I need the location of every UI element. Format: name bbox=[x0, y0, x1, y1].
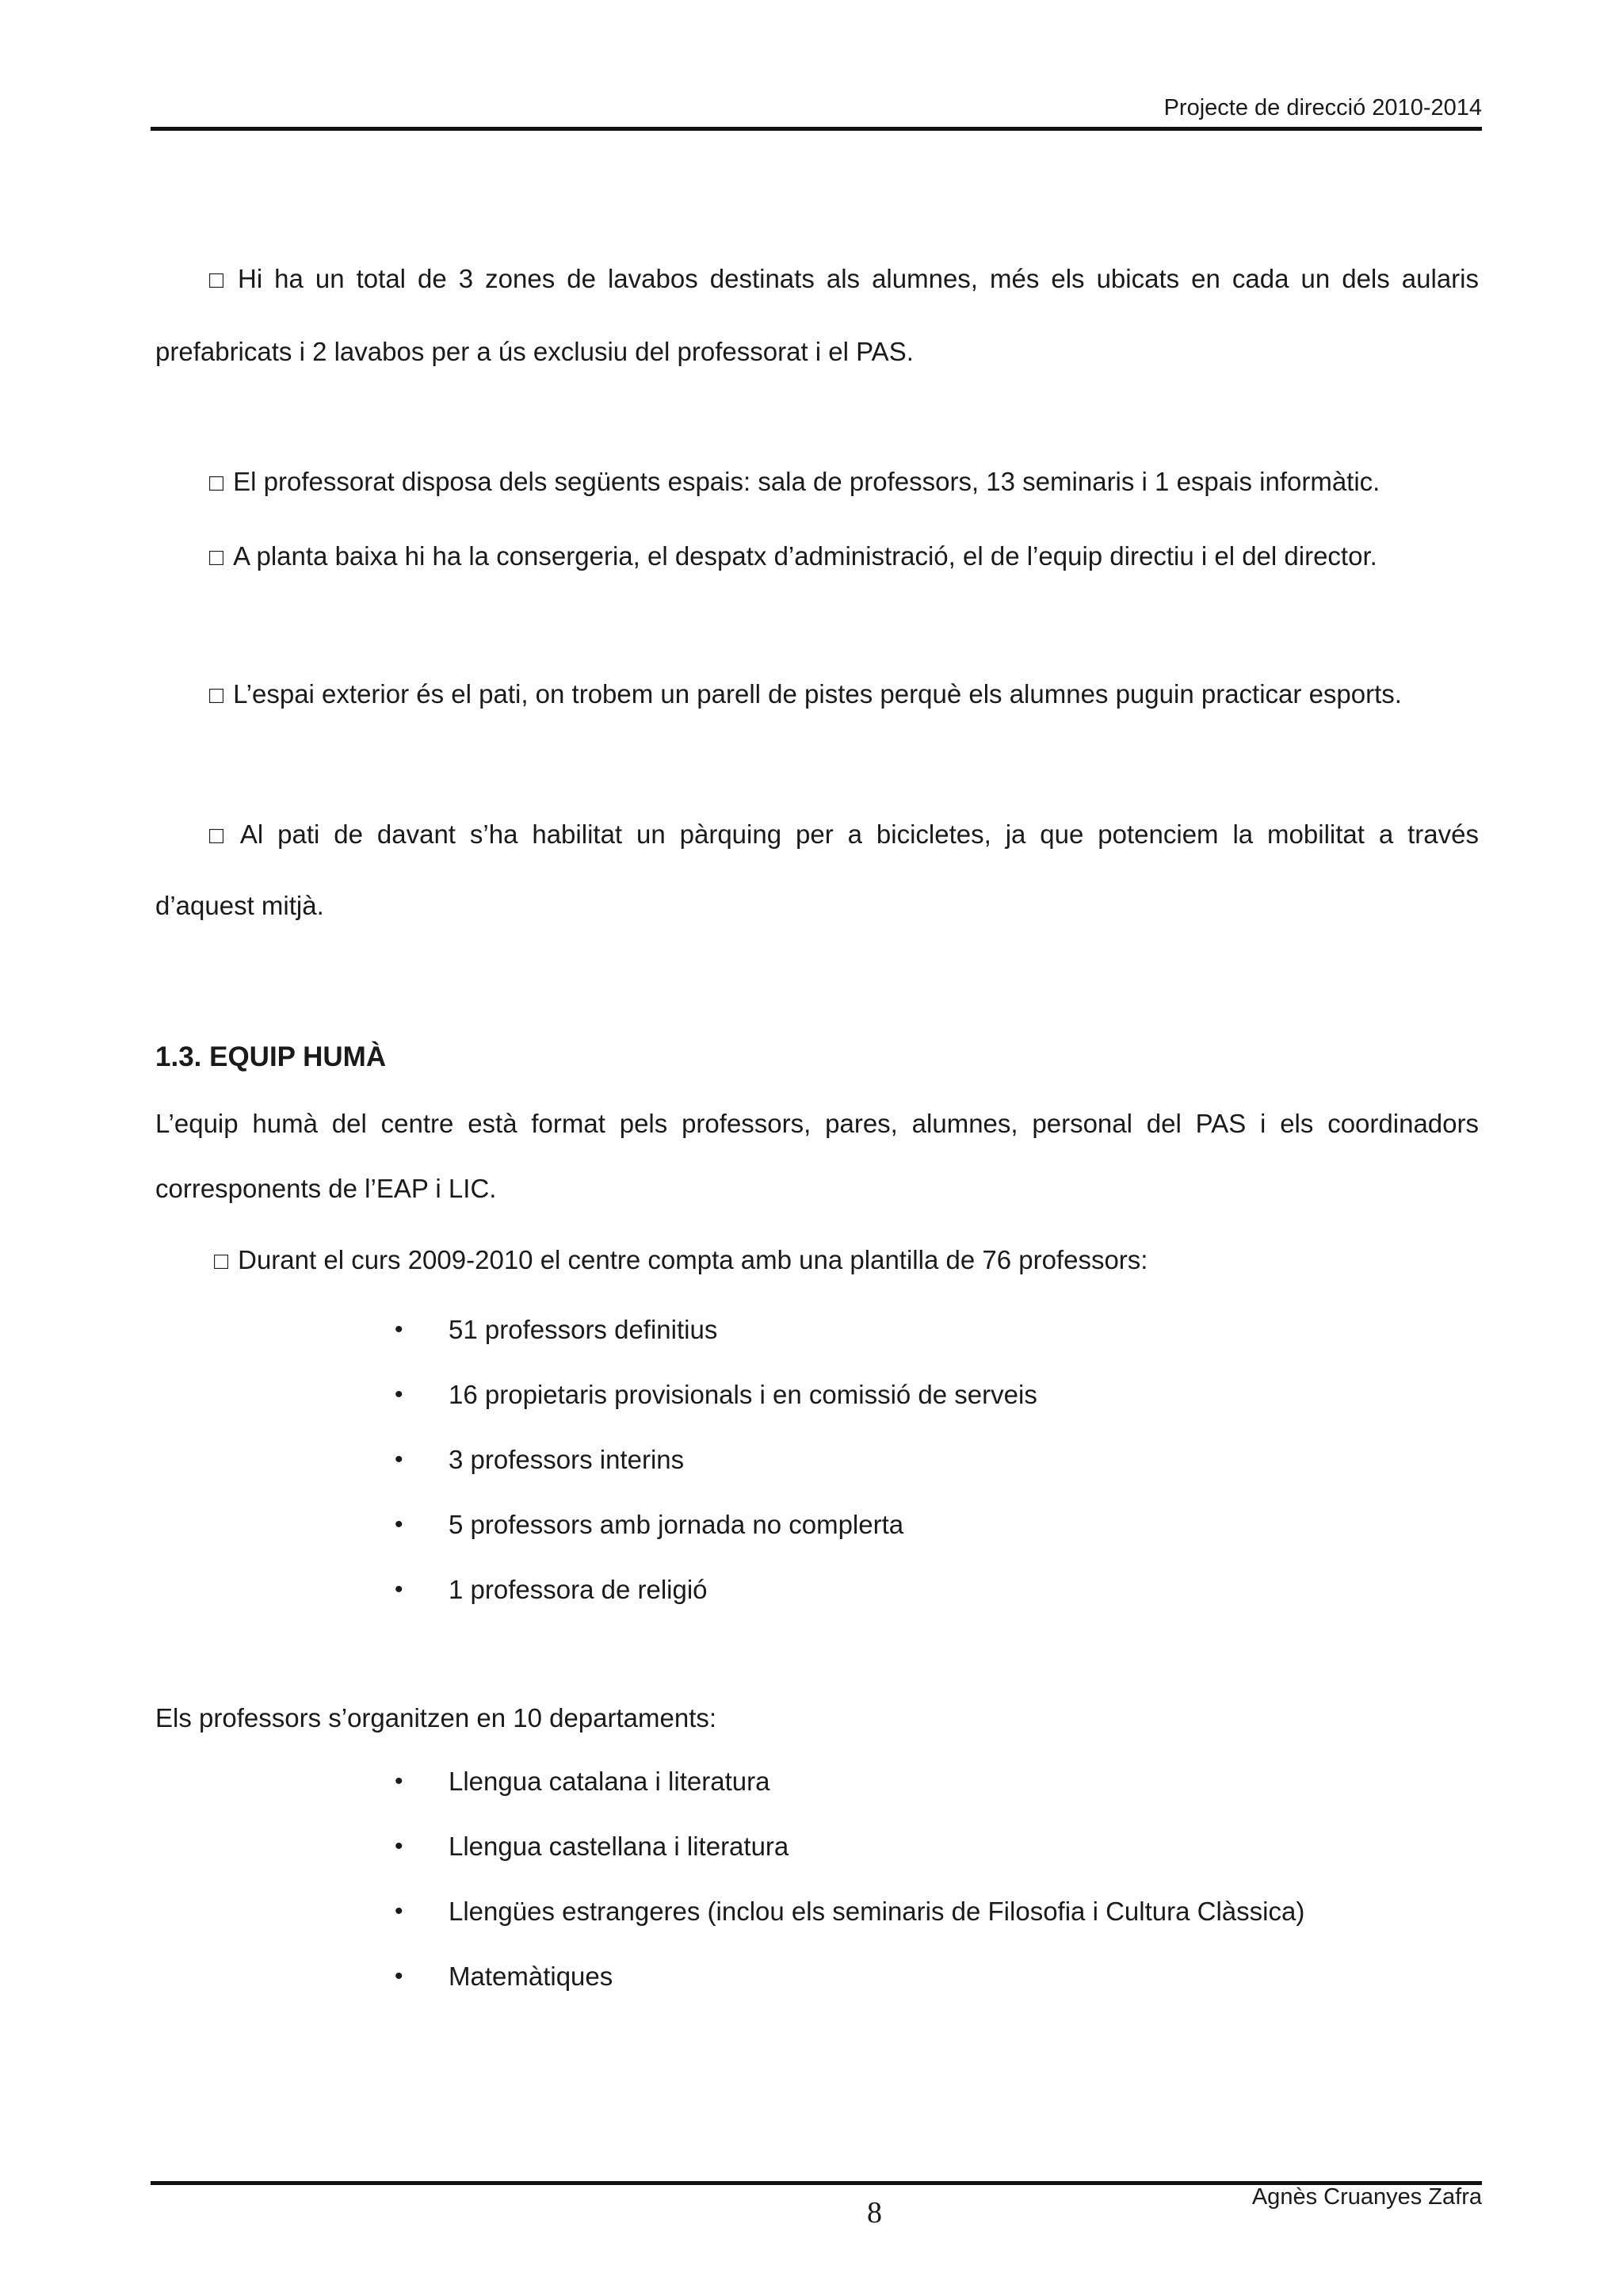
paragraph-parquing-line1: □ Al pati de davant s’ha habilitat un pàrquing per a bicicletes, ja que potenciem la mobilitat a través bbox=[209, 819, 1479, 849]
departments-intro: Els professors s’organitzen en 10 departaments: bbox=[155, 1703, 717, 1733]
staff-intro: □ Durant el curs 2009-2010 el centre compta amb una plantilla de 76 professors: bbox=[214, 1245, 1148, 1274]
intro-line1: L’equip humà del centre està format pels professors, pares, alumnes, personal del PAS i els coordinadors bbox=[155, 1109, 1479, 1138]
bullet-glyph: • bbox=[395, 1898, 403, 1924]
checkbox-glyph: □ bbox=[209, 267, 228, 293]
checkbox-glyph: □ bbox=[209, 544, 224, 571]
header-rule bbox=[151, 127, 1482, 131]
footer-author: Agnès Cruanyes Zafra bbox=[1251, 2184, 1482, 2210]
checkbox-glyph: □ bbox=[214, 1248, 229, 1274]
checkbox-glyph: □ bbox=[209, 682, 224, 709]
paragraph-espai-exterior: □ L’espai exterior és el pati, on trobem un parell de pistes perquè els alumnes puguin practicar esports. bbox=[209, 679, 1402, 709]
section-heading: 1.3. EQUIP HUMÀ bbox=[155, 1041, 387, 1072]
paragraph-parquing-line2: d’aquest mitjà. bbox=[155, 891, 324, 920]
paragraph-planta-baixa: □ A planta baixa hi ha la consergeria, el despatx d’administració, el de l’equip directiu i el del director. bbox=[209, 541, 1377, 571]
bullet-glyph: • bbox=[395, 1768, 403, 1794]
paragraph-lavabos-line2: prefabricats i 2 lavabos per a ús exclusiu del professorat i el PAS. bbox=[155, 337, 914, 366]
bullet-glyph: • bbox=[395, 1446, 403, 1473]
intro-line2: corresponents de l’EAP i LIC. bbox=[155, 1174, 497, 1203]
checkbox-glyph: □ bbox=[209, 823, 231, 849]
bullet-glyph: • bbox=[395, 1511, 403, 1538]
bullet-glyph: • bbox=[395, 1316, 403, 1343]
document-page: Projecte de direcció 2010-2014 □ Hi ha un total de 3 zones de lavabos destinats als alumnes, més els ubicats en cada un dels aularis prefabricats i 2 lavabos per a ús exclusiu del professorat i el PAS. □ El professorat disposa dels següents espais: sala de professors, 13 seminaris i 1 espais informàtic. □ A planta baixa hi ha la consergeria, el despatx d’administració, el de l’equip directiu i el del director. □ L’espai exterior és el pati, on trobem un parell de pistes perquè els alumnes puguin practicar esports. □ Al pati de davant s’ha habilitat un pàrquing per a bicicletes, ja que potenciem la mobilitat a través d’aquest mitjà. 1.3. EQUIP HUMÀ L’equip humà del centre està format pels professors, pares, alumnes, personal del PAS i els coordinadors corresponents de l’EAP i LIC. □ Durant el curs 2009-2010 el centre compta amb una plantilla de 76 professors: • 51 professors definitius • 16 propietaris provisionals i en comissió de serveis • 3 professors interins • 5 professors amb jornada no complerta • 1 professora de religió Els professors s’organitzen en 10 departaments: • Llengua catalana i literatura • Llengua castellana i literatura • Llengües estrangeres (inclou els seminaris de Filosofia i Cultura Clàssica) • Matemàtiques 8 Agnès Cruanyes Zafra bbox=[0, 0, 1623, 2296]
bullet-glyph: • bbox=[395, 1833, 403, 1859]
header-title: Projecte de direcció 2010-2014 bbox=[1163, 95, 1482, 120]
bullet-glyph: • bbox=[395, 1381, 403, 1408]
page-number: 8 bbox=[867, 2196, 882, 2229]
paragraph-espais-professorat: □ El professorat disposa dels següents espais: sala de professors, 13 seminaris i 1 espais informàtic. bbox=[209, 467, 1381, 496]
bullet-glyph: • bbox=[395, 1963, 403, 1989]
paragraph-lavabos-line1: □ Hi ha un total de 3 zones de lavabos destinats als alumnes, més els ubicats en cada un dels aularis bbox=[209, 264, 1479, 293]
checkbox-glyph: □ bbox=[209, 470, 224, 496]
bullet-glyph: • bbox=[395, 1576, 403, 1603]
